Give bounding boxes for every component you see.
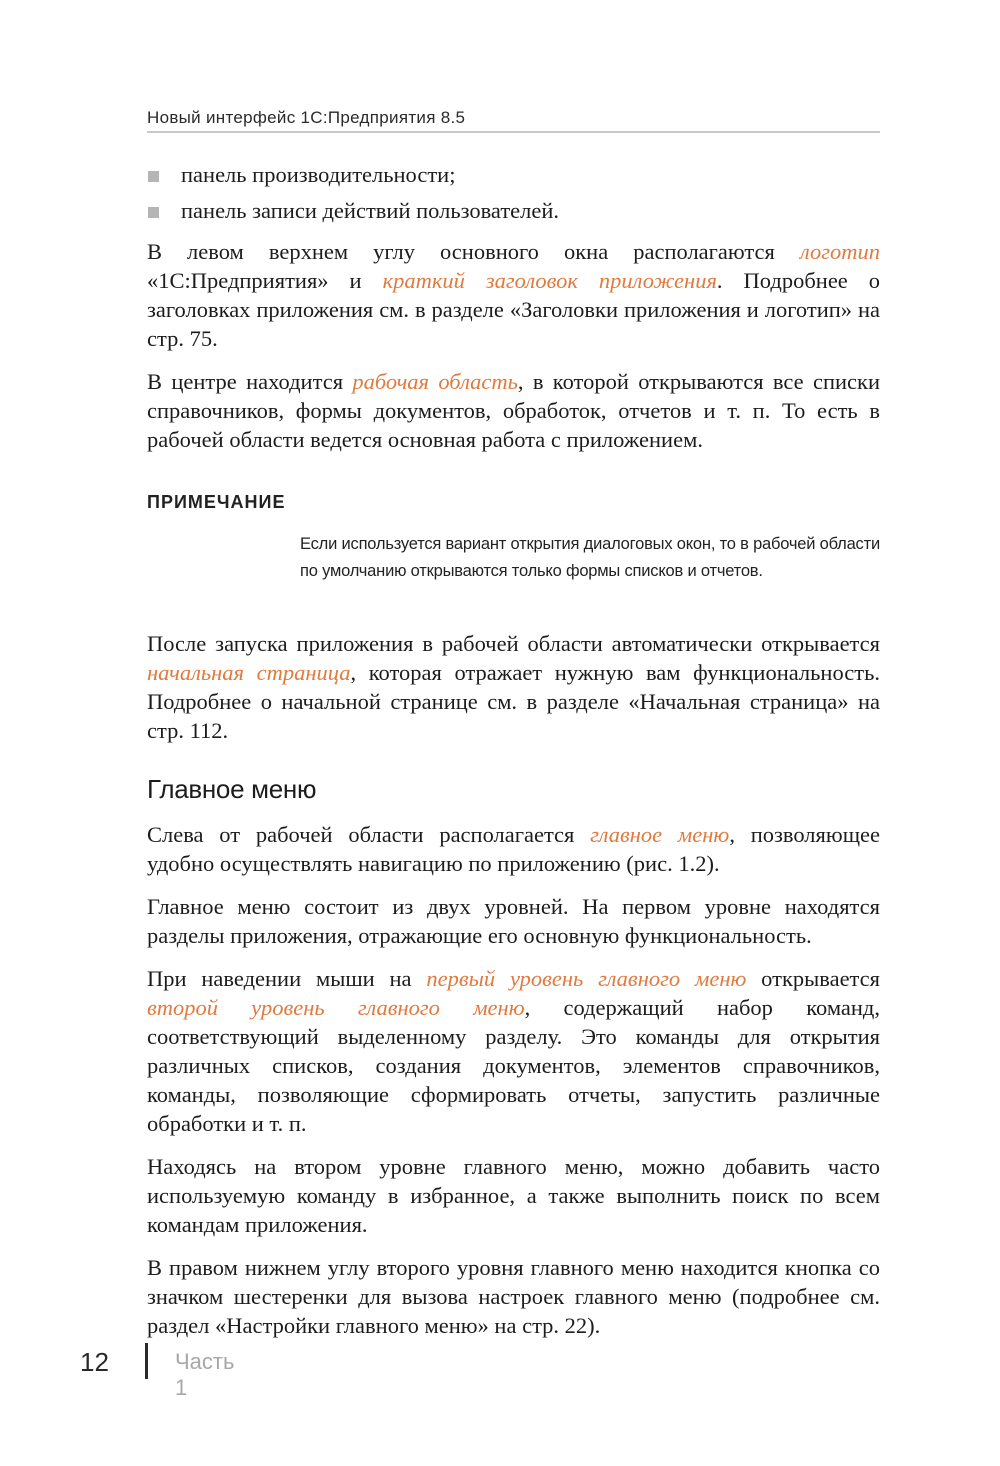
header-rule (147, 131, 880, 133)
page-number: 12 (80, 1347, 109, 1377)
term-short-title-link[interactable]: краткий заголовок приложения (382, 268, 717, 293)
footer-divider (145, 1343, 148, 1379)
paragraph-menu-hover: При наведении мыши на первый уровень главного меню открывается второй уровень главного меню, содержащий набор команд, соответствующий выделенному разделу. Это команды для открытия различных списков, создания документов, элементов справочников, команды, позволяющие сформировать отчеты, запустить различные обработки и т. п. (147, 966, 880, 1136)
list-item (147, 196, 880, 225)
paragraph-work-area: В центре находится рабочая область, в которой открываются все списки справочников, формы документов, обработок, отчетов и т. п. То есть в рабочей области ведется основная работа с приложением. (147, 369, 880, 452)
paragraph-logo: В левом верхнем углу основного окна располагаются логотип «1С:Предприятия» и краткий заголовок приложения. Подробнее о заголовках приложения см. в разделе «Заголовки приложения и логотип» на стр. 75. (147, 239, 881, 351)
list-item-text: панель записи действий пользователей. (181, 198, 560, 223)
part-label: Часть 1 (175, 1349, 235, 1400)
paragraph-favorites: Находясь на втором уровне главного меню, можно добавить часто используемую команду в избранное, а также выполнить поиск по всем командам приложения. (147, 1154, 880, 1237)
paragraph-gear-settings: В правом нижнем углу второго уровня главного меню находится кнопка со значком шестеренки для вызова настроек главного меню (подробнее см. раздел «Настройки главного меню» на стр. 22). (147, 1255, 880, 1338)
bullet-list (147, 160, 880, 225)
paragraph-menu-levels: Главное меню состоит из двух уровней. На первом уровне находятся разделы приложения, отражающие его основную функциональность. (147, 894, 880, 948)
term-work-area-link[interactable]: рабочая область (352, 369, 518, 394)
section-title: Главное меню (147, 774, 317, 804)
square-bullet-icon (148, 207, 159, 218)
note-title: ПРИМЕЧАНИЕ (147, 492, 286, 512)
note-text: Если используется вариант открытия диалоговых окон, то в рабочей области по умолчанию открываются только формы списков и отчетов. (300, 535, 880, 580)
running-header: Новый интерфейс 1С:Предприятия 8.5 (147, 108, 466, 127)
term-second-level-link[interactable]: второй уровень главного меню (147, 995, 525, 1020)
term-first-level-link[interactable]: первый уровень главного меню (426, 966, 747, 991)
square-bullet-icon (148, 171, 159, 182)
term-logo-link[interactable]: логотип (799, 239, 880, 264)
term-main-menu-link[interactable]: главное меню (590, 822, 730, 847)
list-item (147, 160, 880, 189)
paragraph-main-menu: Слева от рабочей области располагается главное меню, позволяющее удобно осуществлять навигацию по приложению (рис. 1.2). (147, 822, 880, 876)
list-item-text: панель производительности; (181, 162, 456, 187)
page-content (147, 160, 880, 1354)
paragraph-start-page: После запуска приложения в рабочей области автоматически открывается начальная страница, которая отражает нужную вам функциональность. Подробнее о начальной странице см. в разделе «Начальная страница» на стр. 112. (147, 631, 880, 743)
term-start-page-link[interactable]: начальная страница (147, 660, 351, 685)
